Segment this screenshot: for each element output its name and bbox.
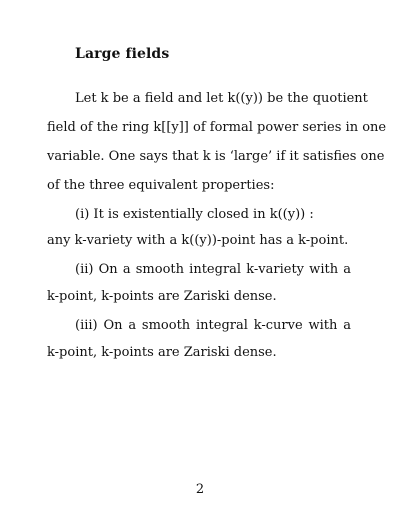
page-number: 2 xyxy=(195,482,205,497)
paragraph-line-2: field of the ring k[[y]] of formal power series in one xyxy=(47,120,387,135)
paragraph-line-3: variable. One says that k is ‘large’ if it satisfies one xyxy=(47,149,385,164)
property-i-line-1: (i) It is existentially closed in k((y)) : xyxy=(75,207,314,222)
property-ii-line-2: k-point, k-points are Zariski dense. xyxy=(47,289,277,304)
property-iii-line-1: (iii) On a smooth integral k-curve with a xyxy=(75,318,351,333)
paragraph-line-4: of the three equivalent properties: xyxy=(47,178,275,193)
property-i-line-2: any k-variety with a k((y))-point has a k-point. xyxy=(47,233,349,248)
paragraph-line-1: Let k be a field and let k((y)) be the quotient xyxy=(75,91,368,106)
section-title: Large fields xyxy=(75,46,170,62)
property-iii-line-2: k-point, k-points are Zariski dense. xyxy=(47,345,277,360)
property-ii-line-1: (ii) On a smooth integral k-variety with a xyxy=(75,262,351,277)
